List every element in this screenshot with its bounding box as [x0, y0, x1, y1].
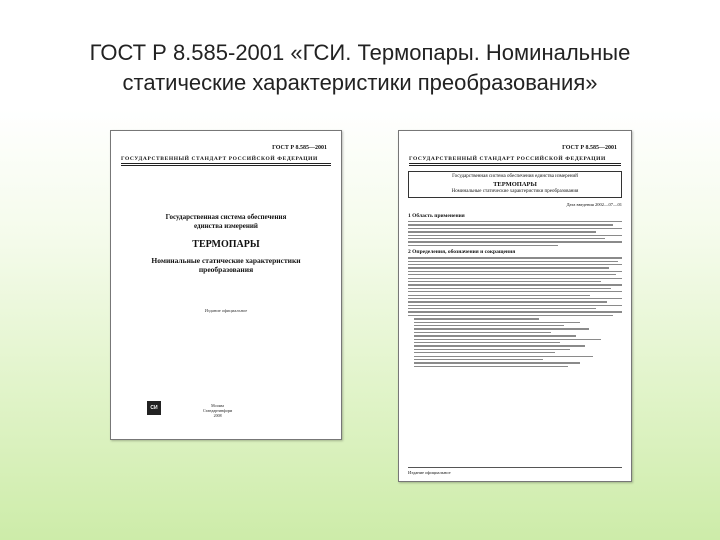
system-name-line-2: единства измерений — [194, 222, 258, 230]
edition-label: Издание официальное — [204, 308, 248, 313]
slide-title — [20, 38, 700, 98]
slide-title-line-2: статические характеристики преобразования» — [122, 70, 598, 95]
title-box-title: ТЕРМОПАРЫ — [493, 180, 537, 188]
document-cover-page — [110, 130, 342, 440]
system-name-line-1: Государственная система обеспечения — [165, 213, 287, 221]
document-subtitle-line-2: преобразования — [198, 265, 254, 274]
standard-code: ГОСТ Р 8.585—2001 — [562, 145, 617, 151]
publisher-logo-icon: СИ — [147, 401, 161, 415]
standard-band: ГОСУДАРСТВЕННЫЙ СТАНДАРТ РОССИЙСКОЙ ФЕДЕРАЦИИ — [409, 156, 621, 164]
publisher-year: 2008 — [213, 413, 222, 418]
effective-date: Дата введения 2002—07—01 — [566, 202, 622, 207]
document-subtitle — [121, 256, 331, 274]
system-name — [121, 213, 331, 231]
section-heading: 2 Определения, обозначения и сокращения — [408, 249, 516, 256]
standard-band: ГОСУДАРСТВЕННЫЙ СТАНДАРТ РОССИЙСКОЙ ФЕДЕРАЦИИ — [121, 156, 331, 164]
band-rule — [121, 165, 331, 166]
title-box — [408, 171, 622, 198]
page-footer: Издание официальное — [408, 467, 622, 475]
page-body — [408, 171, 622, 369]
standard-code: ГОСТ Р 8.585—2001 — [272, 145, 327, 151]
publisher-city: Москва — [211, 403, 225, 408]
illegible-text-block — [408, 257, 622, 316]
publisher-name: Стандартинформ — [203, 408, 233, 413]
band-rule — [409, 165, 621, 166]
document-subtitle-line-1: Номинальные статические характеристики — [151, 256, 301, 265]
document-first-page — [398, 130, 632, 482]
document-title: ТЕРМОПАРЫ — [192, 239, 260, 250]
illegible-text-block — [408, 221, 622, 246]
illegible-table — [408, 318, 622, 367]
title-box-subtitle: Номинальные статические характеристики преобразования — [451, 188, 579, 194]
section-heading: 1 Область применения — [408, 213, 465, 219]
slide-title-line-1: ГОСТ Р 8.585-2001 «ГСИ. Термопары. Номинальные — [89, 40, 631, 65]
publisher-block — [203, 403, 232, 418]
title-box-system: Государственная система обеспечения единства измерений — [452, 174, 578, 179]
